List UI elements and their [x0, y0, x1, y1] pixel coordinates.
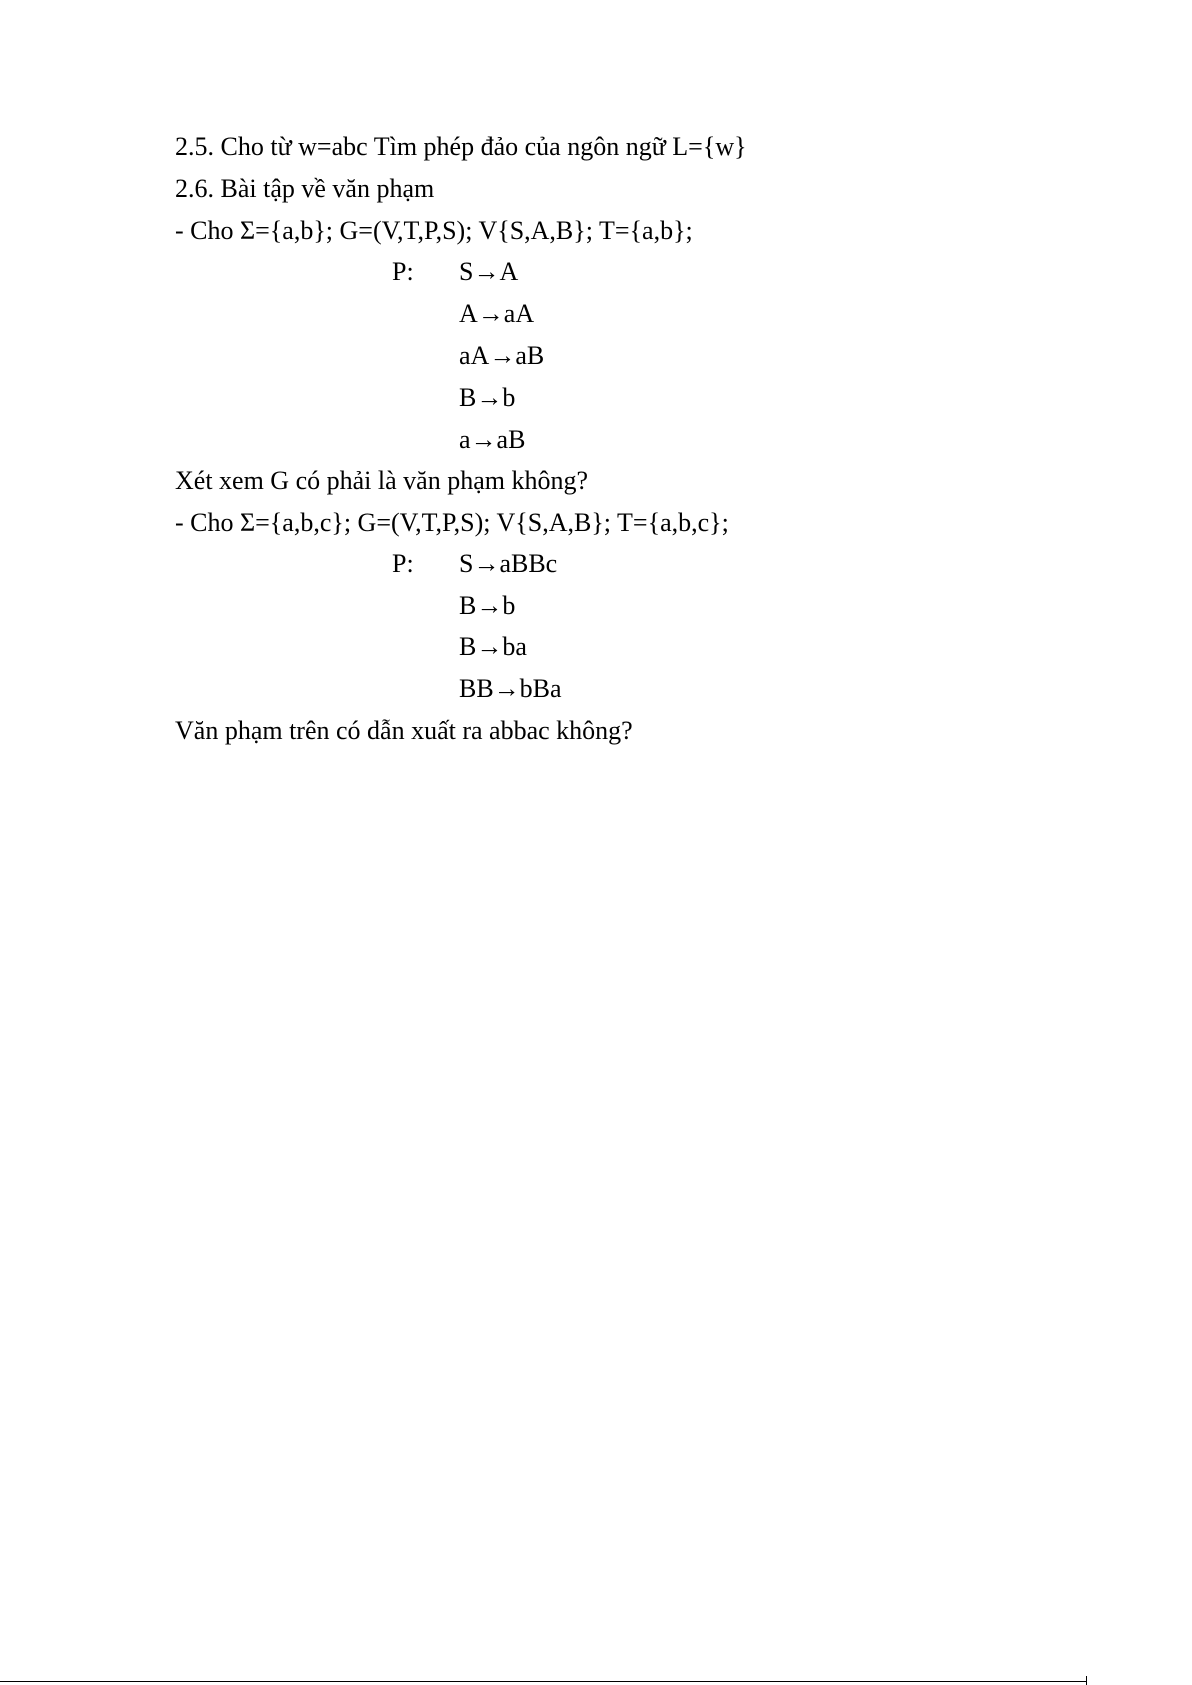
exercise2-question: Văn phạm trên có dẫn xuất ra abbac không? [175, 716, 633, 745]
exercise1-given: - Cho Σ={a,b}; G=(V,T,P,S); V{S,A,B}; T={a,b}; [175, 216, 693, 245]
exercise1-production-3: aA→aB [459, 341, 545, 370]
exercise2-production-3: B→ba [459, 632, 527, 661]
exercise1-p-label: P: [392, 257, 414, 286]
exercise2-production-4: BB→bBa [459, 674, 562, 703]
exercise2-production-2: B→b [459, 591, 516, 620]
exercise-2-5-text: 2.5. Cho từ w=abc Tìm phép đảo của ngôn ngữ L={w} [175, 132, 747, 161]
exercise-2-6-heading: 2.6. Bài tập về văn phạm [175, 174, 435, 203]
exercise1-production-5: a→aB [459, 425, 526, 454]
exercise1-question: Xét xem G có phải là văn phạm không? [175, 466, 588, 495]
exercise1-production-1: S→A [459, 257, 519, 286]
exercise1-production-2: A→aA [459, 299, 535, 328]
exercise1-production-4: B→b [459, 383, 516, 412]
page-bottom-border [0, 1681, 1086, 1682]
page-corner-mark [1086, 1676, 1087, 1685]
exercise2-p-label: P: [392, 549, 414, 578]
exercise2-production-1: S→aBBc [459, 549, 558, 578]
exercise2-given: - Cho Σ={a,b,c}; G=(V,T,P,S); V{S,A,B}; T={a,b,c}; [175, 508, 729, 537]
